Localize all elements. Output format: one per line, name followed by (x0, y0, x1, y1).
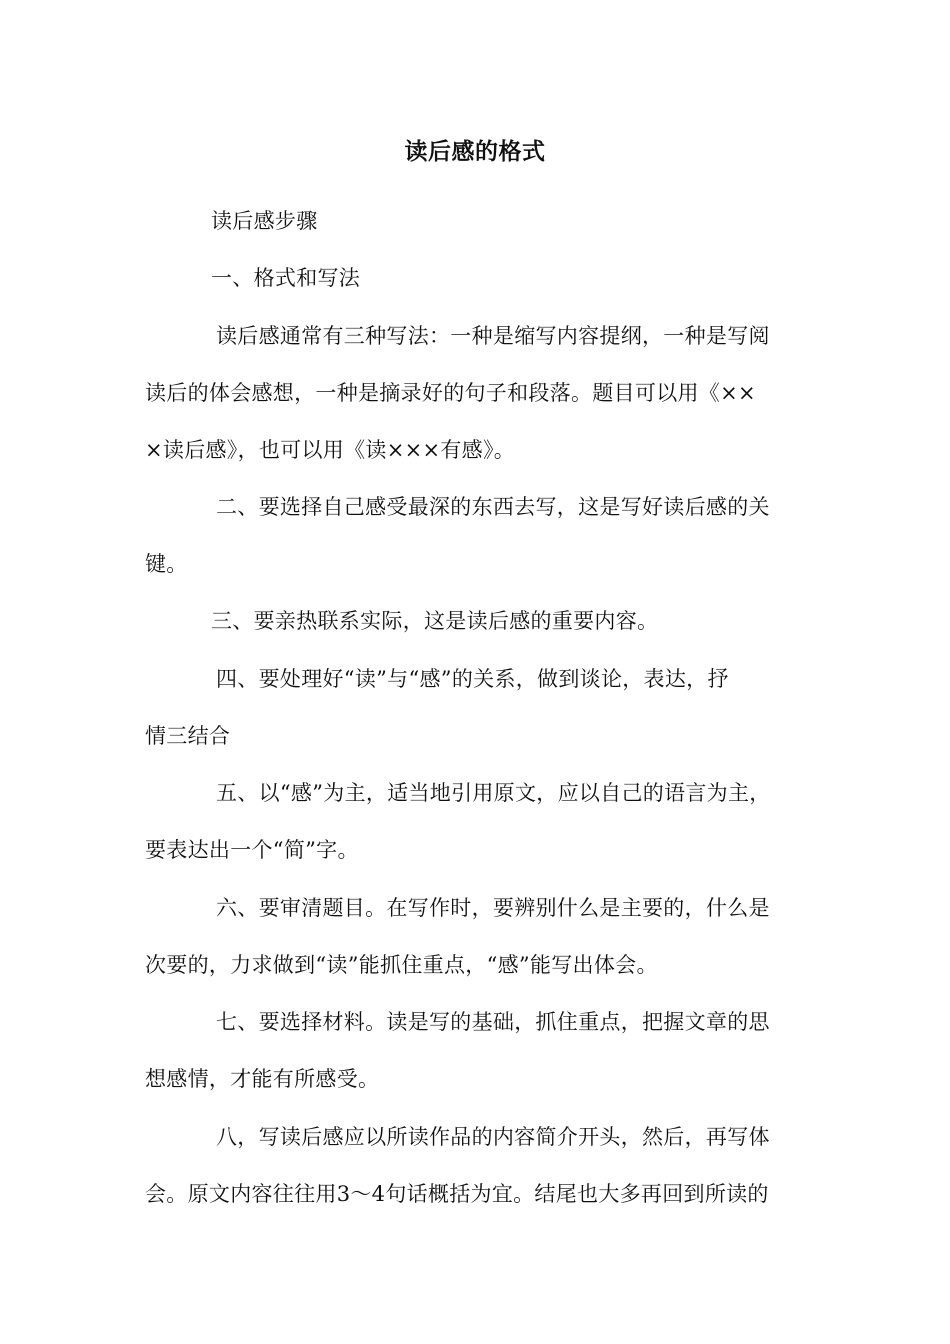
section-heading: 一、格式和写法 (211, 266, 361, 290)
paragraph-line: 会。原文内容往往用3～4句话概括为宜。结尾也大多再回到所读的 (145, 1182, 769, 1206)
paragraph-line: 八，写读后感应以所读作品的内容简介开头，然后，再写体 (216, 1125, 770, 1149)
paragraph-line: 七、要选择材料。读是写的基础，抓住重点，把握文章的思 (216, 1010, 770, 1034)
paragraph-line: 四、要处理好“读”与“感”的关系，做到谈论，表达，抒 (216, 667, 729, 691)
document-title: 读后感的格式 (404, 139, 546, 165)
section-heading: 读后感步骤 (211, 209, 318, 233)
paragraph-line: 要表达出一个“简”字。 (145, 838, 359, 862)
paragraph-line: 读后的体会感想，一种是摘录好的句子和段落。题目可以用《×× (145, 381, 756, 405)
paragraph-line: 三、要亲热联系实际，这是读后感的重要内容。 (211, 609, 659, 633)
paragraph-line: ×读后感》，也可以用《读×××有感》。 (145, 438, 516, 462)
paragraph-line: 情三结合 (145, 724, 231, 748)
paragraph-line: 五、以“感”为主，适当地引用原文，应以自己的语言为主， (216, 781, 771, 805)
paragraph-line: 次要的，力求做到“读”能抓住重点，“感”能写出体会。 (145, 953, 658, 977)
paragraph-line: 想感情，才能有所感受。 (145, 1067, 380, 1091)
paragraph-line: 六、要审清题目。在写作时，要辨别什么是主要的，什么是 (216, 896, 770, 920)
paragraph-line: 键。 (145, 552, 188, 576)
paragraph-line: 二、要选择自己感受最深的东西去写，这是写好读后感的关 (216, 495, 770, 519)
paragraph-line: 读后感通常有三种写法：一种是缩写内容提纲，一种是写阅 (216, 324, 770, 348)
